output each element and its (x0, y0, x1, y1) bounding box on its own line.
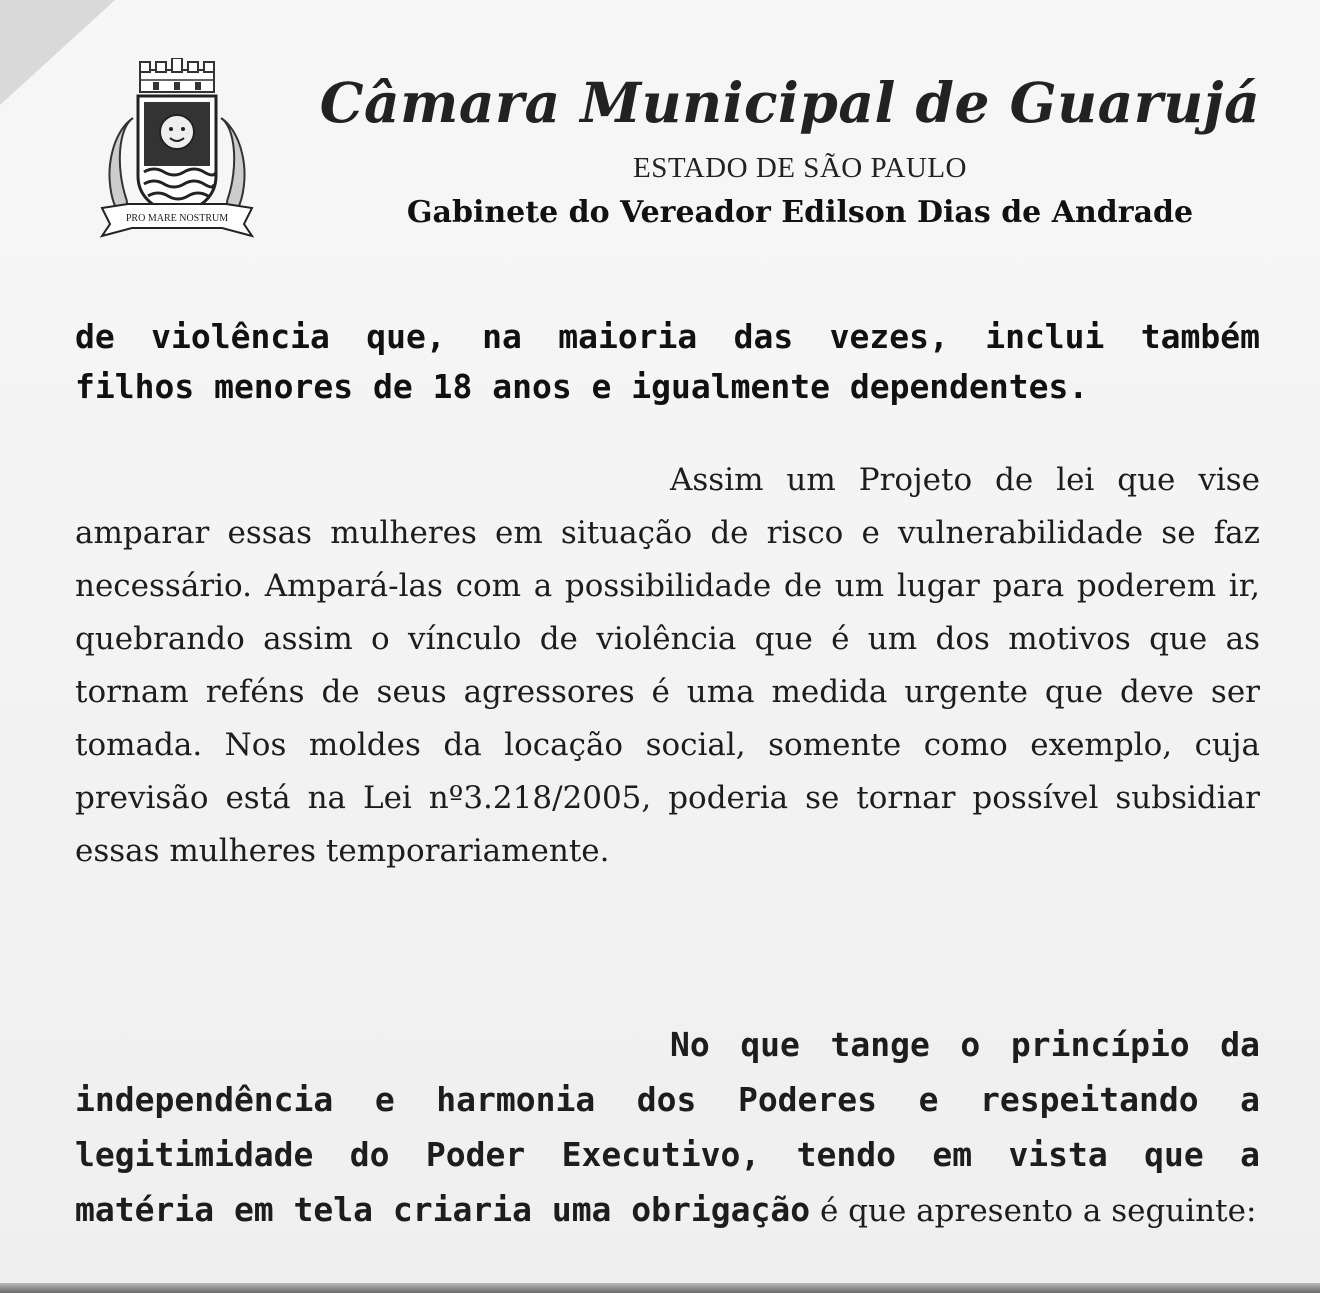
paragraph-3-bold-text: No que tange o princípio da independência e harmonia dos Poderes e respeitando a legitimidade do Poder Executivo, tendo em vista que a matéria em tela criaria uma obrigação (75, 1025, 1260, 1229)
municipal-crest-logo (98, 58, 256, 240)
page-bottom-edge (0, 1283, 1320, 1293)
paragraph-1: de violência que, na maioria das vezes, inclui também filhos menores de 18 anos e igualmente dependentes. (75, 317, 1260, 406)
paragraph-2: Assim um Projeto de lei que vise amparar essas mulheres em situação de risco e vulnerabilidade se faz necessário. Ampará-las com a possibilidade de um lugar para poderem ir, quebrando assim o vínculo de violência que é um dos motivos que as tornam reféns de seus agressores é uma medida urgente que deve ser tomada. Nos moldes da locação social, somente como exemplo, cuja previsão está na Lei nº3.218/2005, poderia se tornar possível subsidiar essas mulheres temporariamente. (75, 462, 1260, 869)
crest-motto: PRO MARE NOSTRUM (125, 213, 229, 224)
councilor-office: Gabinete do Vereador Edilson Dias de Andrade (406, 195, 1194, 230)
paragraph-3-regular-text: é que apresento a seguinte: (810, 1193, 1257, 1229)
paragraph-3 (75, 1018, 1260, 1238)
state-subtitle: ESTADO DE SÃO PAULO (633, 152, 967, 184)
institution-title: Câmara Municipal de Guarujá (319, 70, 1261, 135)
